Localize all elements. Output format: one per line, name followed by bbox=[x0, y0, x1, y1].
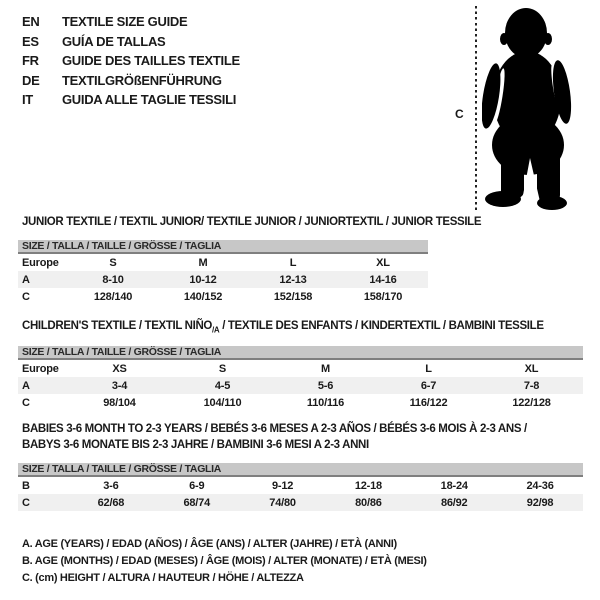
row-label: C bbox=[18, 494, 68, 511]
age-cell: 12-18 bbox=[354, 479, 382, 492]
age-cell: 8-10 bbox=[68, 271, 158, 288]
measure-legend bbox=[22, 536, 427, 586]
size-header-bar: SIZE / TALLA / TAILLE / GRÖSSE / TAGLIA bbox=[18, 240, 428, 254]
language-code: DE bbox=[22, 72, 40, 88]
language-row-es bbox=[22, 32, 240, 52]
age-cell: 24-36 bbox=[526, 479, 554, 492]
guide-title-it: GUIDA ALLE TAGLIE TESSILI bbox=[62, 92, 237, 108]
table-row bbox=[18, 477, 583, 494]
section-title-part: / TEXTILE DES ENFANTS / KINDERTEXTIL / BAMBINI TESSILE bbox=[219, 320, 544, 332]
table-row bbox=[18, 394, 583, 411]
language-code: FR bbox=[22, 53, 39, 69]
height-cell: 152/158 bbox=[273, 290, 313, 303]
language-row-en bbox=[22, 12, 240, 32]
age-cell: 4-5 bbox=[171, 377, 274, 394]
height-cell: 128/140 bbox=[93, 290, 133, 303]
height-cell: 158/170 bbox=[363, 290, 403, 303]
height-measure-label: C bbox=[455, 107, 464, 121]
age-cell: 7-8 bbox=[480, 377, 583, 394]
table-row bbox=[18, 360, 583, 377]
row-label: Europe bbox=[22, 362, 59, 375]
table-row bbox=[18, 288, 428, 305]
height-cell: 104/110 bbox=[203, 396, 242, 409]
height-cell: 80/86 bbox=[325, 494, 411, 511]
section-title-part: CHILDREN'S TEXTILE / TEXTIL NIÑO bbox=[22, 320, 213, 332]
section-title-line2: BABYS 3-6 MONATE BIS 2-3 JAHRE / BAMBINI 3-6 MESI A 2-3 ANNI bbox=[22, 438, 369, 451]
legend-line-a: A. AGE (YEARS) / EDAD (AÑOS) / ÂGE (ANS) / ALTER (JAHRE) / ETÀ (ANNI) bbox=[22, 538, 397, 551]
language-row-fr bbox=[22, 51, 240, 71]
size-cell: M bbox=[198, 256, 208, 269]
height-cell: 86/92 bbox=[411, 494, 497, 511]
section-title-subscript: /A bbox=[212, 325, 220, 335]
age-cell: 10-12 bbox=[158, 271, 248, 288]
size-cell: XS bbox=[112, 362, 127, 375]
height-cell: 122/128 bbox=[512, 396, 551, 409]
height-cell: 62/68 bbox=[68, 494, 154, 511]
legend-line-c: C. (cm) HEIGHT / ALTURA / HAUTEUR / HÖHE / ALTEZZA bbox=[22, 571, 304, 584]
height-cell: 98/104 bbox=[103, 396, 136, 409]
language-code: EN bbox=[22, 14, 40, 30]
size-cell: XL bbox=[376, 256, 390, 269]
size-cell: S bbox=[218, 362, 227, 375]
row-label: C bbox=[22, 396, 30, 409]
table-row bbox=[18, 254, 428, 271]
height-cell: 74/80 bbox=[240, 494, 326, 511]
table-row bbox=[18, 494, 583, 511]
height-cell: 110/116 bbox=[306, 396, 345, 409]
size-cell: L bbox=[289, 256, 297, 269]
size-cell: XL bbox=[524, 362, 539, 375]
section-title-junior: JUNIOR TEXTILE / TEXTIL JUNIOR/ TEXTILE JUNIOR / JUNIORTEXTIL / JUNIOR TESSILE bbox=[22, 216, 482, 228]
language-row-de bbox=[22, 71, 240, 91]
age-cell: 9-12 bbox=[271, 479, 294, 492]
guide-title-es: GUÍA DE TALLAS bbox=[62, 33, 166, 49]
babies-table bbox=[18, 477, 583, 511]
childrens-table bbox=[18, 360, 583, 411]
height-cell: 92/98 bbox=[497, 494, 583, 511]
height-measure-dotted-line bbox=[475, 6, 477, 210]
age-cell: 3-6 bbox=[103, 479, 119, 492]
size-header-bar: SIZE / TALLA / TAILLE / GRÖSSE / TAGLIA bbox=[18, 463, 583, 477]
table-row bbox=[18, 271, 428, 288]
section-title-babies bbox=[22, 422, 527, 453]
height-cell: 140/152 bbox=[183, 290, 223, 303]
table-row bbox=[18, 377, 583, 394]
guide-title-fr: GUIDE DES TAILLES TEXTILE bbox=[62, 53, 240, 69]
age-cell: 3-4 bbox=[68, 377, 171, 394]
baby-silhouette-icon bbox=[482, 6, 574, 210]
height-cell: 116/122 bbox=[409, 396, 448, 409]
section-title-line1: BABIES 3-6 MONTH TO 2-3 YEARS / BEBÉS 3-6 MESES A 2-3 AÑOS / BÉBÉS 3-6 MOIS À 2-3 ANS / bbox=[22, 423, 527, 435]
row-label: A bbox=[18, 377, 68, 394]
age-cell: 14-16 bbox=[338, 271, 428, 288]
row-label: A bbox=[18, 271, 68, 288]
language-title-list bbox=[22, 12, 240, 110]
row-label: Europe bbox=[22, 256, 59, 269]
babies-size-table bbox=[18, 463, 583, 511]
junior-table bbox=[18, 254, 428, 305]
language-code: IT bbox=[22, 92, 33, 108]
size-cell: S bbox=[109, 256, 117, 269]
age-cell: 5-6 bbox=[274, 377, 377, 394]
age-cell: 6-7 bbox=[377, 377, 480, 394]
size-header-bar: SIZE / TALLA / TAILLE / GRÖSSE / TAGLIA bbox=[18, 346, 583, 360]
row-label: B bbox=[22, 479, 30, 492]
age-cell: 18-24 bbox=[440, 479, 468, 492]
size-cell: L bbox=[425, 362, 432, 375]
childrens-size-table bbox=[18, 346, 583, 411]
language-row-it bbox=[22, 90, 240, 110]
height-cell: 68/74 bbox=[154, 494, 240, 511]
age-cell: 6-9 bbox=[189, 479, 205, 492]
age-cell: 12-13 bbox=[248, 271, 338, 288]
size-cell: M bbox=[321, 362, 330, 375]
legend-line-b: B. AGE (MONTHS) / EDAD (MESES) / ÂGE (MOIS) / ALTER (MONATE) / ETÀ (MESI) bbox=[22, 555, 427, 568]
guide-title-de: TEXTILGRÖßENFÜHRUNG bbox=[62, 72, 222, 88]
language-code: ES bbox=[22, 33, 39, 49]
row-label: C bbox=[22, 290, 30, 303]
junior-size-table bbox=[18, 240, 428, 305]
guide-title-en: TEXTILE SIZE GUIDE bbox=[62, 14, 188, 30]
section-title-childrens bbox=[22, 320, 544, 334]
